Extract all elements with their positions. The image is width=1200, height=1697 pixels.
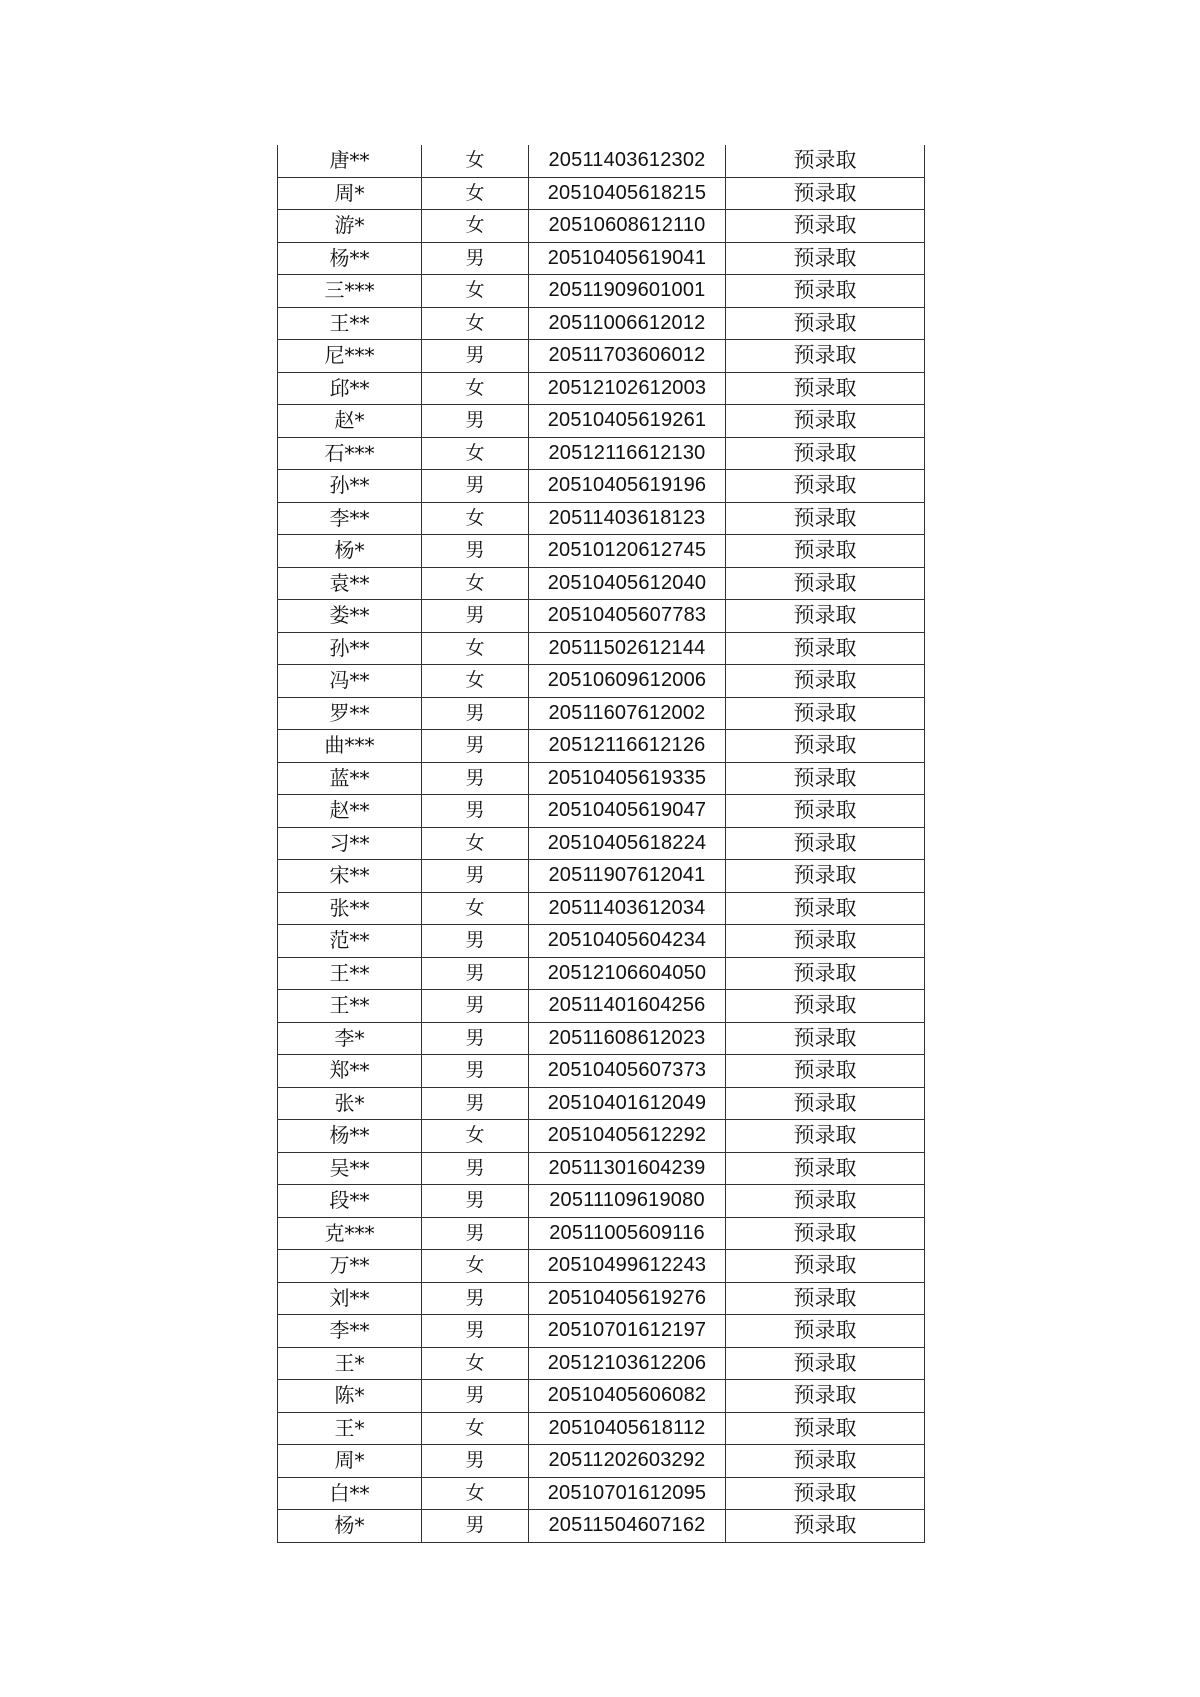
table-row	[278, 600, 925, 633]
gender-cell: 女	[422, 632, 529, 665]
candidate-id-cell: 20512103612206	[529, 1347, 726, 1380]
table-row	[278, 892, 925, 925]
status-cell: 预录取	[726, 340, 925, 373]
gender-cell: 女	[422, 1477, 529, 1510]
name-cell: 宋**	[278, 860, 422, 893]
status-cell: 预录取	[726, 372, 925, 405]
gender-cell: 女	[422, 275, 529, 308]
candidate-id-cell: 20511403612302	[529, 145, 726, 177]
gender-cell: 男	[422, 1185, 529, 1218]
status-cell: 预录取	[726, 1120, 925, 1153]
status-cell: 预录取	[726, 1185, 925, 1218]
candidate-id-cell: 20510701612197	[529, 1315, 726, 1348]
table-row	[278, 860, 925, 893]
status-cell: 预录取	[726, 1477, 925, 1510]
name-cell: 陈*	[278, 1380, 422, 1413]
status-cell: 预录取	[726, 600, 925, 633]
table-row	[278, 1380, 925, 1413]
gender-cell: 女	[422, 1120, 529, 1153]
table-row	[278, 535, 925, 568]
gender-cell: 女	[422, 827, 529, 860]
name-cell: 习**	[278, 827, 422, 860]
status-cell: 预录取	[726, 1055, 925, 1088]
candidate-id-cell: 20510405607373	[529, 1055, 726, 1088]
gender-cell: 女	[422, 210, 529, 243]
name-cell: 周*	[278, 1445, 422, 1478]
gender-cell: 女	[422, 437, 529, 470]
gender-cell: 男	[422, 1087, 529, 1120]
status-cell: 预录取	[726, 762, 925, 795]
name-cell: 段**	[278, 1185, 422, 1218]
status-cell: 预录取	[726, 632, 925, 665]
table-row	[278, 730, 925, 763]
candidate-id-cell: 20510405619261	[529, 405, 726, 438]
gender-cell: 女	[422, 1347, 529, 1380]
candidate-id-cell: 20510609612006	[529, 665, 726, 698]
name-cell: 蓝**	[278, 762, 422, 795]
table-row	[278, 827, 925, 860]
gender-cell: 女	[422, 145, 529, 177]
table-row	[278, 1120, 925, 1153]
candidate-id-cell: 20511403618123	[529, 502, 726, 535]
name-cell: 赵**	[278, 795, 422, 828]
gender-cell: 男	[422, 795, 529, 828]
table-row	[278, 1445, 925, 1478]
name-cell: 克***	[278, 1217, 422, 1250]
status-cell: 预录取	[726, 795, 925, 828]
status-cell: 预录取	[726, 1152, 925, 1185]
table-row	[278, 275, 925, 308]
status-cell: 预录取	[726, 1412, 925, 1445]
gender-cell: 男	[422, 730, 529, 763]
gender-cell: 男	[422, 1022, 529, 1055]
name-cell: 李*	[278, 1022, 422, 1055]
candidate-id-cell: 20511202603292	[529, 1445, 726, 1478]
candidate-id-cell: 20511403612034	[529, 892, 726, 925]
table-row	[278, 795, 925, 828]
name-cell: 郑**	[278, 1055, 422, 1088]
candidate-id-cell: 20510608612110	[529, 210, 726, 243]
status-cell: 预录取	[726, 567, 925, 600]
name-cell: 娄**	[278, 600, 422, 633]
gender-cell: 男	[422, 1510, 529, 1543]
candidate-id-cell: 20511909601001	[529, 275, 726, 308]
status-cell: 预录取	[726, 437, 925, 470]
status-cell: 预录取	[726, 990, 925, 1023]
table-row	[278, 145, 925, 177]
table-row	[278, 1022, 925, 1055]
candidate-id-cell: 20510405612040	[529, 567, 726, 600]
status-cell: 预录取	[726, 827, 925, 860]
table-row	[278, 210, 925, 243]
name-cell: 周*	[278, 177, 422, 210]
name-cell: 王*	[278, 1347, 422, 1380]
candidate-id-cell: 20510405604234	[529, 925, 726, 958]
name-cell: 孙**	[278, 632, 422, 665]
gender-cell: 女	[422, 372, 529, 405]
name-cell: 石***	[278, 437, 422, 470]
name-cell: 唐**	[278, 145, 422, 177]
candidate-id-cell: 20511301604239	[529, 1152, 726, 1185]
candidate-id-cell: 20510405619196	[529, 470, 726, 503]
gender-cell: 男	[422, 470, 529, 503]
candidate-id-cell: 20510405606082	[529, 1380, 726, 1413]
candidate-id-cell: 20511607612002	[529, 697, 726, 730]
name-cell: 罗**	[278, 697, 422, 730]
gender-cell: 男	[422, 990, 529, 1023]
candidate-id-cell: 20512106604050	[529, 957, 726, 990]
candidate-id-cell: 20510405619335	[529, 762, 726, 795]
table-row	[278, 502, 925, 535]
status-cell: 预录取	[726, 1022, 925, 1055]
gender-cell: 女	[422, 502, 529, 535]
gender-cell: 男	[422, 1282, 529, 1315]
status-cell: 预录取	[726, 405, 925, 438]
candidate-id-cell: 20510405618224	[529, 827, 726, 860]
status-cell: 预录取	[726, 697, 925, 730]
table-row	[278, 1250, 925, 1283]
gender-cell: 男	[422, 1152, 529, 1185]
status-cell: 预录取	[726, 145, 925, 177]
name-cell: 三***	[278, 275, 422, 308]
name-cell: 吴**	[278, 1152, 422, 1185]
table-row	[278, 762, 925, 795]
table-row	[278, 470, 925, 503]
gender-cell: 女	[422, 307, 529, 340]
gender-cell: 男	[422, 600, 529, 633]
gender-cell: 女	[422, 177, 529, 210]
name-cell: 王*	[278, 1412, 422, 1445]
table-row	[278, 697, 925, 730]
candidate-id-cell: 20511907612041	[529, 860, 726, 893]
status-cell: 预录取	[726, 1347, 925, 1380]
name-cell: 刘**	[278, 1282, 422, 1315]
gender-cell: 男	[422, 925, 529, 958]
name-cell: 邱**	[278, 372, 422, 405]
candidate-id-cell: 20510405619047	[529, 795, 726, 828]
gender-cell: 女	[422, 1250, 529, 1283]
candidate-id-cell: 20510401612049	[529, 1087, 726, 1120]
candidate-id-cell: 20511006612012	[529, 307, 726, 340]
candidate-id-cell: 20510499612243	[529, 1250, 726, 1283]
candidate-id-cell: 20511502612144	[529, 632, 726, 665]
status-cell: 预录取	[726, 1250, 925, 1283]
candidate-id-cell: 20511504607162	[529, 1510, 726, 1543]
status-cell: 预录取	[726, 275, 925, 308]
status-cell: 预录取	[726, 925, 925, 958]
gender-cell: 男	[422, 1315, 529, 1348]
table-row	[278, 242, 925, 275]
status-cell: 预录取	[726, 307, 925, 340]
candidate-id-cell: 20510405619276	[529, 1282, 726, 1315]
table-row	[278, 632, 925, 665]
gender-cell: 男	[422, 762, 529, 795]
status-cell: 预录取	[726, 1087, 925, 1120]
table-row	[278, 1477, 925, 1510]
gender-cell: 女	[422, 892, 529, 925]
candidate-id-cell: 20510701612095	[529, 1477, 726, 1510]
name-cell: 张*	[278, 1087, 422, 1120]
admission-roster-table	[277, 145, 925, 1543]
gender-cell: 男	[422, 1217, 529, 1250]
table-row	[278, 1510, 925, 1543]
table-row	[278, 1217, 925, 1250]
table-row	[278, 567, 925, 600]
candidate-id-cell: 20510120612745	[529, 535, 726, 568]
status-cell: 预录取	[726, 1217, 925, 1250]
status-cell: 预录取	[726, 1282, 925, 1315]
status-cell: 预录取	[726, 665, 925, 698]
gender-cell: 男	[422, 242, 529, 275]
name-cell: 王**	[278, 307, 422, 340]
table-row	[278, 437, 925, 470]
candidate-id-cell: 20511608612023	[529, 1022, 726, 1055]
table-row	[278, 925, 925, 958]
name-cell: 范**	[278, 925, 422, 958]
name-cell: 万**	[278, 1250, 422, 1283]
table-row	[278, 405, 925, 438]
name-cell: 张**	[278, 892, 422, 925]
candidate-id-cell: 20510405618215	[529, 177, 726, 210]
name-cell: 曲***	[278, 730, 422, 763]
name-cell: 李**	[278, 502, 422, 535]
candidate-id-cell: 20511401604256	[529, 990, 726, 1023]
gender-cell: 男	[422, 535, 529, 568]
name-cell: 杨**	[278, 242, 422, 275]
table-row	[278, 1282, 925, 1315]
candidate-id-cell: 20511005609116	[529, 1217, 726, 1250]
roster-body	[278, 145, 925, 1542]
table-row	[278, 1347, 925, 1380]
name-cell: 赵*	[278, 405, 422, 438]
table-row	[278, 1185, 925, 1218]
gender-cell: 男	[422, 957, 529, 990]
gender-cell: 女	[422, 1412, 529, 1445]
name-cell: 杨*	[278, 1510, 422, 1543]
candidate-id-cell: 20512116612130	[529, 437, 726, 470]
gender-cell: 男	[422, 405, 529, 438]
name-cell: 杨**	[278, 1120, 422, 1153]
name-cell: 白**	[278, 1477, 422, 1510]
name-cell: 李**	[278, 1315, 422, 1348]
name-cell: 冯**	[278, 665, 422, 698]
status-cell: 预录取	[726, 177, 925, 210]
gender-cell: 男	[422, 1445, 529, 1478]
table-row	[278, 1412, 925, 1445]
status-cell: 预录取	[726, 860, 925, 893]
table-row	[278, 1055, 925, 1088]
gender-cell: 男	[422, 697, 529, 730]
table-row	[278, 1087, 925, 1120]
gender-cell: 男	[422, 860, 529, 893]
status-cell: 预录取	[726, 1510, 925, 1543]
table-row	[278, 177, 925, 210]
gender-cell: 男	[422, 1380, 529, 1413]
candidate-id-cell: 20512116612126	[529, 730, 726, 763]
candidate-id-cell: 20510405607783	[529, 600, 726, 633]
name-cell: 袁**	[278, 567, 422, 600]
name-cell: 尼***	[278, 340, 422, 373]
table-row	[278, 340, 925, 373]
status-cell: 预录取	[726, 892, 925, 925]
status-cell: 预录取	[726, 1315, 925, 1348]
status-cell: 预录取	[726, 1445, 925, 1478]
status-cell: 预录取	[726, 210, 925, 243]
gender-cell: 男	[422, 340, 529, 373]
table-row	[278, 665, 925, 698]
status-cell: 预录取	[726, 957, 925, 990]
status-cell: 预录取	[726, 535, 925, 568]
candidate-id-cell: 20510405612292	[529, 1120, 726, 1153]
gender-cell: 女	[422, 567, 529, 600]
candidate-id-cell: 20512102612003	[529, 372, 726, 405]
candidate-id-cell: 20511109619080	[529, 1185, 726, 1218]
status-cell: 预录取	[726, 242, 925, 275]
name-cell: 杨*	[278, 535, 422, 568]
name-cell: 游*	[278, 210, 422, 243]
table-row	[278, 372, 925, 405]
gender-cell: 女	[422, 665, 529, 698]
table-row	[278, 1315, 925, 1348]
gender-cell: 男	[422, 1055, 529, 1088]
table-row	[278, 990, 925, 1023]
status-cell: 预录取	[726, 470, 925, 503]
table-row	[278, 957, 925, 990]
name-cell: 王**	[278, 990, 422, 1023]
candidate-id-cell: 20511703606012	[529, 340, 726, 373]
status-cell: 预录取	[726, 502, 925, 535]
name-cell: 王**	[278, 957, 422, 990]
candidate-id-cell: 20510405618112	[529, 1412, 726, 1445]
candidate-id-cell: 20510405619041	[529, 242, 726, 275]
table-row	[278, 307, 925, 340]
status-cell: 预录取	[726, 730, 925, 763]
name-cell: 孙**	[278, 470, 422, 503]
status-cell: 预录取	[726, 1380, 925, 1413]
table-row	[278, 1152, 925, 1185]
